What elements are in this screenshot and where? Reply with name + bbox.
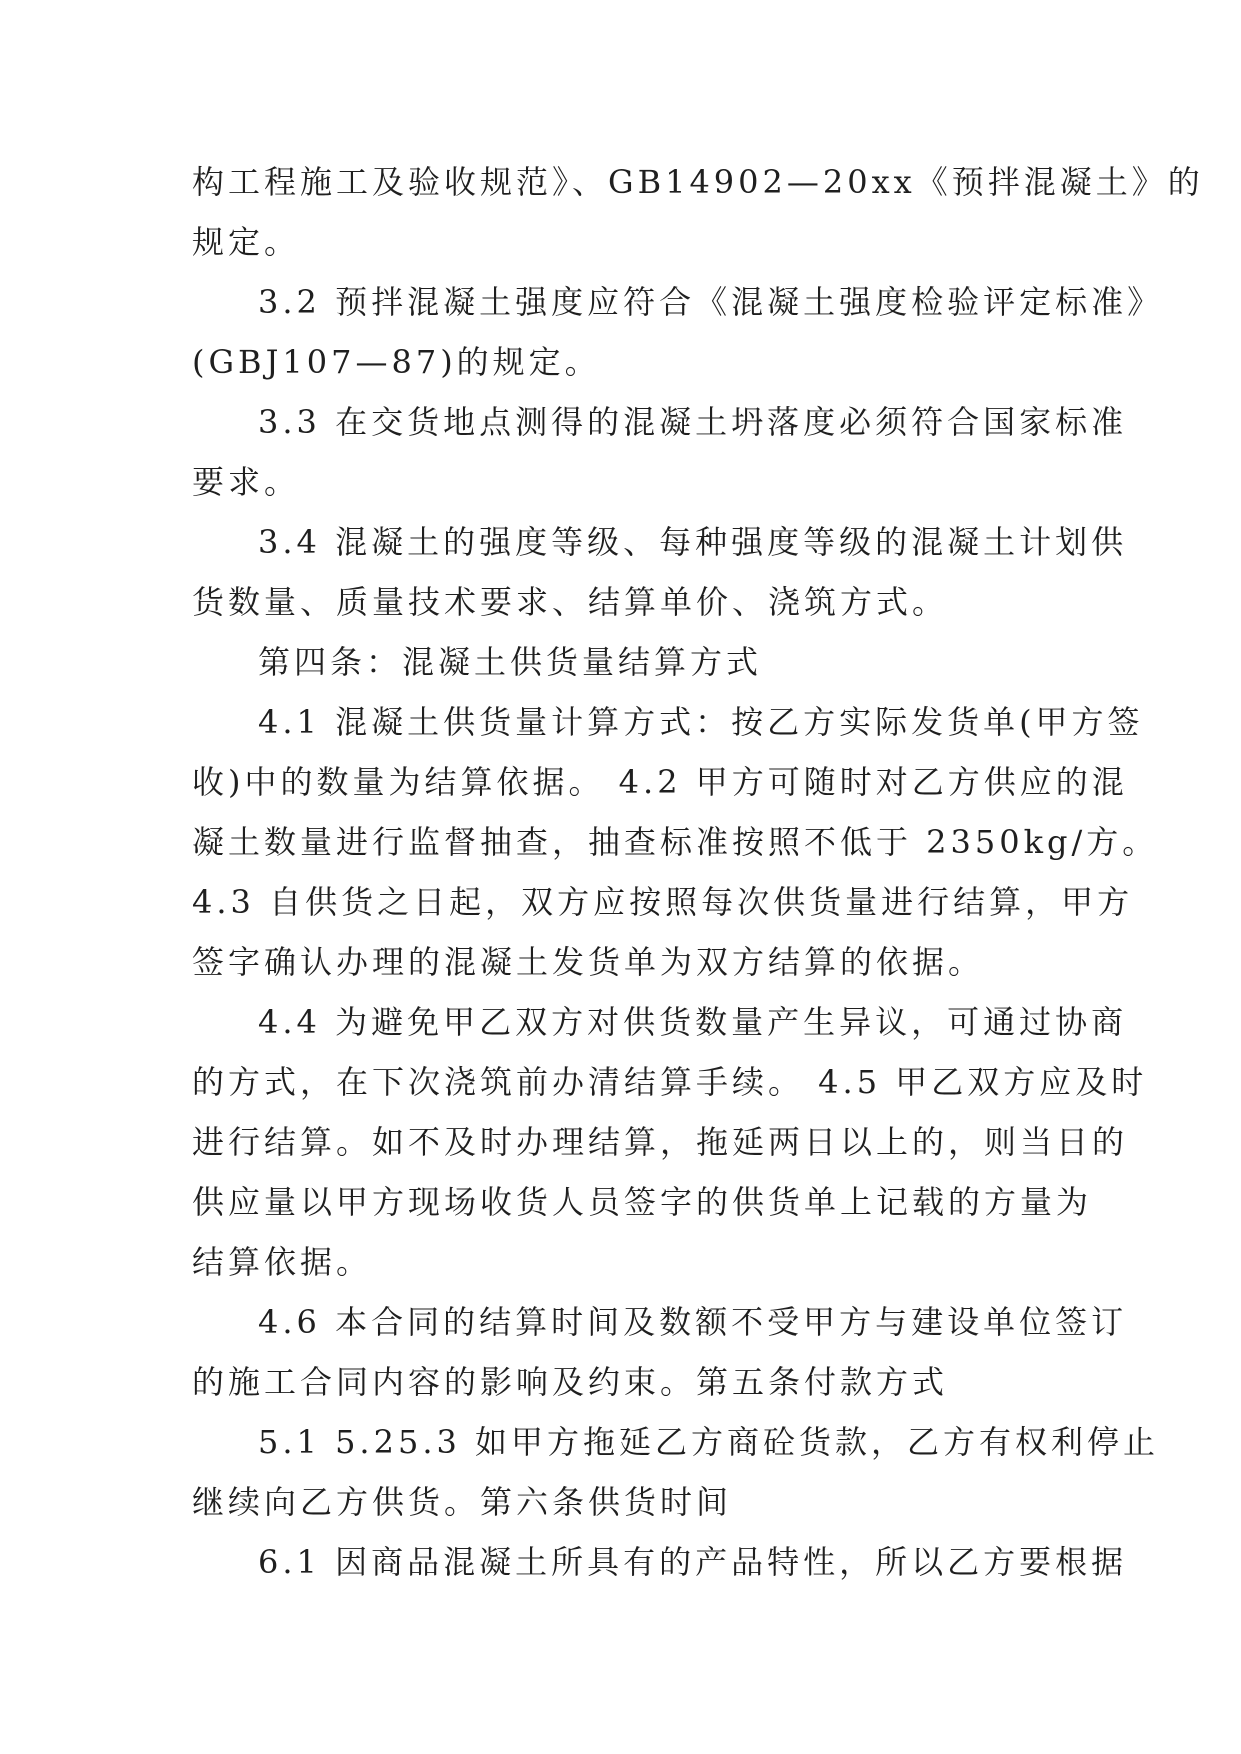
text-line: 6.1 因商品混凝土所具有的产品特性，所以乙方要根据 [258, 1543, 1128, 1581]
text-line: 凝土数量进行监督抽查，抽查标准按照不低于 2350kg/方。 [192, 823, 1159, 861]
text-line: 规定。 [192, 223, 301, 261]
text-line: 的施工合同内容的影响及约束。第五条付款方式 [192, 1363, 949, 1401]
text-line: 3.4 混凝土的强度等级、每种强度等级的混凝土计划供 [258, 523, 1128, 561]
text-line: 5.1 5.25.3 如甲方拖延乙方商砼货款，乙方有权利停止 [258, 1423, 1160, 1461]
text-line: 的方式，在下次浇筑前办清结算手续。 4.5 甲乙双方应及时 [192, 1063, 1148, 1101]
text-line: 3.2 预拌混凝土强度应符合《混凝土强度检验评定标准》 [258, 283, 1164, 321]
text-line: 签字确认办理的混凝土发货单为双方结算的依据。 [192, 943, 985, 981]
text-line: 供应量以甲方现场收货人员签字的供货单上记载的方量为 [192, 1183, 1093, 1221]
text-line: 继续向乙方供货。第六条供货时间 [192, 1483, 733, 1521]
text-line: 构工程施工及验收规范》、GB14902—20xx《预拌混凝土》的 [192, 163, 1204, 201]
text-line: 收)中的数量为结算依据。 4.2 甲方可随时对乙方供应的混 [192, 763, 1128, 801]
text-line: 4.4 为避免甲乙双方对供货数量产生异议，可通过协商 [258, 1003, 1128, 1041]
text-line: 进行结算。如不及时办理结算，拖延两日以上的，则当日的 [192, 1123, 1129, 1161]
text-line: 结算依据。 [192, 1243, 373, 1281]
text-line: 4.3 自供货之日起，双方应按照每次供货量进行结算，甲方 [192, 883, 1134, 921]
document-body [192, 152, 1204, 1592]
text-line: 4.1 混凝土供货量计算方式：按乙方实际发货单(甲方签 [258, 703, 1144, 741]
text-line: 货数量、质量技术要求、结算单价、浇筑方式。 [192, 583, 949, 621]
text-line: 3.3 在交货地点测得的混凝土坍落度必须符合国家标准 [258, 403, 1128, 441]
text-line: 要求。 [192, 463, 301, 501]
section-heading: 第四条：混凝土供货量结算方式 [258, 643, 763, 681]
text-line: 4.6 本合同的结算时间及数额不受甲方与建设单位签订 [258, 1303, 1128, 1341]
text-line: (GBJ107—87)的规定。 [192, 343, 601, 381]
